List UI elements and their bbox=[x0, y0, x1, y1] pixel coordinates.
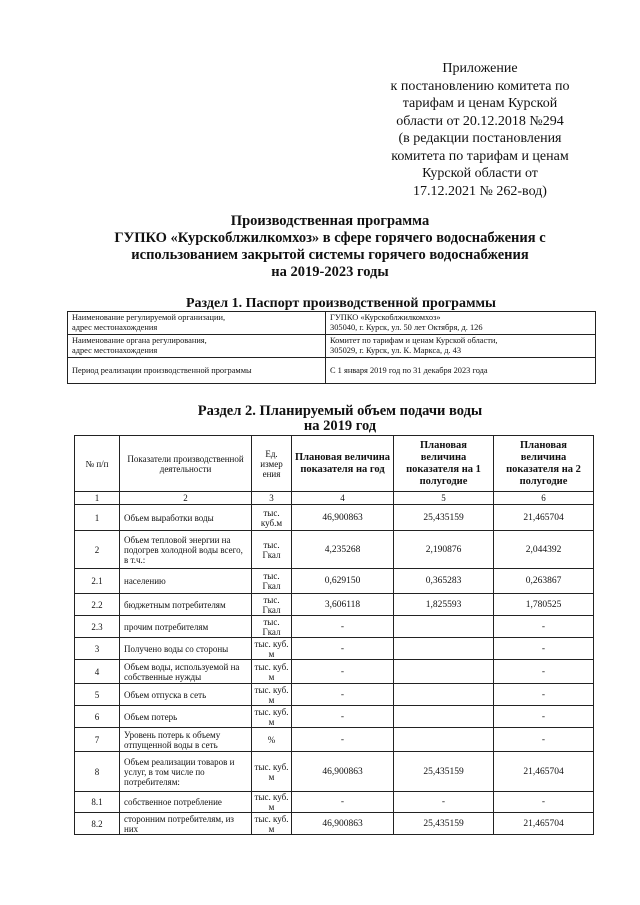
indicator-name: Получено воды со стороны bbox=[120, 638, 252, 660]
row-number: 8 bbox=[75, 752, 120, 792]
indicator-name: собственное потребление bbox=[120, 792, 252, 813]
half2-value: - bbox=[494, 660, 594, 684]
unit-cell: тыс. Гкал bbox=[252, 616, 292, 638]
table-row bbox=[75, 660, 594, 684]
row-number: 8.1 bbox=[75, 792, 120, 813]
title-line: на 2019-2023 годы bbox=[271, 264, 389, 280]
header-unit: Ед. измер ения bbox=[252, 436, 292, 492]
value-line: 305029, г. Курск, ул. К. Маркса, д. 43 bbox=[330, 346, 462, 355]
row-number: 2.2 bbox=[75, 594, 120, 616]
column-number: 4 bbox=[292, 492, 394, 505]
value-line: Комитет по тарифам и ценам Курской области, bbox=[330, 336, 498, 345]
unit-cell: тыс. куб. м bbox=[252, 752, 292, 792]
label-line: адрес местонахождения bbox=[72, 323, 158, 332]
half1-value: 0,365283 bbox=[394, 569, 494, 594]
indicator-name: Объем отпуска в сеть bbox=[120, 684, 252, 706]
column-number: 3 bbox=[252, 492, 292, 505]
year-value: - bbox=[292, 616, 394, 638]
indicator-name: сторонним потребителям, из них bbox=[120, 813, 252, 835]
year-value: - bbox=[292, 638, 394, 660]
table-row bbox=[75, 638, 594, 660]
table-row bbox=[75, 752, 594, 792]
indicator-name: Объем потерь bbox=[120, 706, 252, 728]
half1-value: 2,190876 bbox=[394, 531, 494, 569]
year-value: - bbox=[292, 728, 394, 752]
half1-value: 25,435159 bbox=[394, 813, 494, 835]
row-number: 4 bbox=[75, 660, 120, 684]
year-value: - bbox=[292, 792, 394, 813]
indicator-name: населению bbox=[120, 569, 252, 594]
unit-cell: тыс. Гкал bbox=[252, 594, 292, 616]
appendix-line: Приложение bbox=[442, 61, 518, 76]
half2-value: 21,465704 bbox=[494, 813, 594, 835]
table-row bbox=[75, 706, 594, 728]
unit-cell: тыс. куб. м bbox=[252, 792, 292, 813]
year-value: 4,235268 bbox=[292, 531, 394, 569]
header-num: № п/п bbox=[75, 436, 120, 492]
indicator-name: Уровень потерь к объему отпущенной воды в сеть bbox=[120, 728, 252, 752]
unit-cell: тыс. куб.м bbox=[252, 505, 292, 531]
row-number: 7 bbox=[75, 728, 120, 752]
column-number: 5 bbox=[394, 492, 494, 505]
row-number: 2 bbox=[75, 531, 120, 569]
half2-value: 2,044392 bbox=[494, 531, 594, 569]
half2-value: - bbox=[494, 616, 594, 638]
passport-table bbox=[67, 311, 596, 384]
indicator-name: бюджетным потребителям bbox=[120, 594, 252, 616]
table-row bbox=[75, 531, 594, 569]
half2-value: - bbox=[494, 792, 594, 813]
table-row bbox=[75, 728, 594, 752]
section1-heading: Раздел 1. Паспорт производственной программы bbox=[186, 296, 496, 311]
half2-value: 21,465704 bbox=[494, 505, 594, 531]
passport-row bbox=[68, 358, 596, 384]
table-row bbox=[75, 684, 594, 706]
year-value: 0,629150 bbox=[292, 569, 394, 594]
passport-row bbox=[68, 335, 596, 358]
heading-line: на 2019 год bbox=[303, 418, 377, 434]
unit-cell: тыс. куб. м bbox=[252, 638, 292, 660]
half1-value: 1,825593 bbox=[394, 594, 494, 616]
half2-value: - bbox=[494, 638, 594, 660]
half1-value: 25,435159 bbox=[394, 505, 494, 531]
half1-value: 25,435159 bbox=[394, 752, 494, 792]
table-row bbox=[75, 594, 594, 616]
label-line: Наименование органа регулирования, bbox=[72, 336, 207, 345]
half2-value: 1,780525 bbox=[494, 594, 594, 616]
passport-label bbox=[68, 335, 326, 358]
row-number: 3 bbox=[75, 638, 120, 660]
half1-value bbox=[394, 616, 494, 638]
value-line: С 1 января 2019 год по 31 декабря 2023 года bbox=[330, 365, 488, 375]
appendix-line: комитета по тарифам и ценам bbox=[391, 148, 569, 164]
row-number: 8.2 bbox=[75, 813, 120, 835]
year-value: 46,900863 bbox=[292, 505, 394, 531]
unit-cell: тыс. куб. м bbox=[252, 706, 292, 728]
label-line: Период реализации производственной программы bbox=[72, 365, 252, 375]
year-value: 3,606118 bbox=[292, 594, 394, 616]
column-number: 6 bbox=[494, 492, 594, 505]
row-number: 6 bbox=[75, 706, 120, 728]
column-number: 1 bbox=[75, 492, 120, 505]
table-row bbox=[75, 505, 594, 531]
half1-value bbox=[394, 638, 494, 660]
label-line: Наименование регулируемой организации, bbox=[72, 313, 226, 322]
half1-value bbox=[394, 660, 494, 684]
appendix-line: тарифам и ценам Курской bbox=[402, 96, 558, 111]
unit-cell: тыс. Гкал bbox=[252, 569, 292, 594]
appendix-line: (в редакции постановления bbox=[398, 131, 562, 146]
year-value: 46,900863 bbox=[292, 752, 394, 792]
half2-value: - bbox=[494, 706, 594, 728]
title-line: использованием закрытой системы горячего водоснабжения bbox=[131, 247, 529, 263]
half1-value bbox=[394, 728, 494, 752]
indicator-name: Объем воды, используемой на собственные нужды bbox=[120, 660, 252, 684]
row-number: 2.1 bbox=[75, 569, 120, 594]
appendix-line: области от 20.12.2018 №294 bbox=[396, 113, 564, 129]
title-line: ГУПКО «Курскоблжилкомхоз» в сфере горячего водоснабжения с bbox=[114, 230, 546, 246]
unit-cell: тыс. куб. м bbox=[252, 684, 292, 706]
section2-heading bbox=[190, 404, 490, 434]
half2-value: 0,263867 bbox=[494, 569, 594, 594]
passport-value bbox=[326, 358, 596, 384]
year-value: 46,900863 bbox=[292, 813, 394, 835]
half2-value: - bbox=[494, 728, 594, 752]
table-row bbox=[75, 813, 594, 835]
row-number: 1 bbox=[75, 505, 120, 531]
column-number: 2 bbox=[120, 492, 252, 505]
header-indicator: Показатели производственной деятельности bbox=[120, 436, 252, 492]
passport-row bbox=[68, 312, 596, 335]
year-value: - bbox=[292, 706, 394, 728]
indicator-name: Объем выработки воды bbox=[120, 505, 252, 531]
value-line: ГУПКО «Курскоблжилкомхоз» bbox=[330, 313, 441, 322]
indicator-name: Объем реализации товаров и услуг, в том числе по потребителям: bbox=[120, 752, 252, 792]
table-row bbox=[75, 792, 594, 813]
row-number: 2.3 bbox=[75, 616, 120, 638]
appendix-line: к постановлению комитета по bbox=[390, 78, 570, 94]
half1-value: - bbox=[394, 792, 494, 813]
half2-value: 21,465704 bbox=[494, 752, 594, 792]
label-line: адрес местонахождения bbox=[72, 346, 158, 355]
header-half1: Плановая величина показателя на 1 полугодие bbox=[394, 436, 494, 492]
header-half2: Плановая величина показателя на 2 полугодие bbox=[494, 436, 594, 492]
table-row bbox=[75, 569, 594, 594]
table-row bbox=[75, 616, 594, 638]
half1-value bbox=[394, 706, 494, 728]
appendix-note bbox=[370, 60, 590, 200]
unit-cell: тыс. Гкал bbox=[252, 531, 292, 569]
header-row bbox=[75, 436, 594, 492]
unit-cell: тыс. куб. м bbox=[252, 660, 292, 684]
row-number: 5 bbox=[75, 684, 120, 706]
passport-label bbox=[68, 358, 326, 384]
document-title bbox=[80, 213, 580, 281]
year-value: - bbox=[292, 660, 394, 684]
half1-value bbox=[394, 684, 494, 706]
passport-value bbox=[326, 312, 596, 335]
heading-line: Раздел 2. Планируемый объем подачи воды bbox=[197, 403, 483, 419]
indicator-name: прочим потребителям bbox=[120, 616, 252, 638]
value-line: 305040, г. Курск, ул. 50 лет Октября, д. 126 bbox=[330, 323, 483, 332]
passport-label bbox=[68, 312, 326, 335]
column-number-row bbox=[75, 492, 594, 505]
title-line: Производственная программа bbox=[230, 213, 430, 229]
plan-table bbox=[74, 435, 594, 835]
unit-cell: тыс. куб. м bbox=[252, 813, 292, 835]
appendix-line: 17.12.2021 № 262-вод) bbox=[413, 183, 547, 199]
half2-value: - bbox=[494, 684, 594, 706]
appendix-line: Курской области от bbox=[422, 166, 538, 181]
year-value: - bbox=[292, 684, 394, 706]
unit-cell: % bbox=[252, 728, 292, 752]
passport-value bbox=[326, 335, 596, 358]
indicator-name: Объем тепловой энергии на подогрев холодной воды всего, в т.ч.: bbox=[120, 531, 252, 569]
header-year: Плановая величина показателя на год bbox=[292, 436, 394, 492]
